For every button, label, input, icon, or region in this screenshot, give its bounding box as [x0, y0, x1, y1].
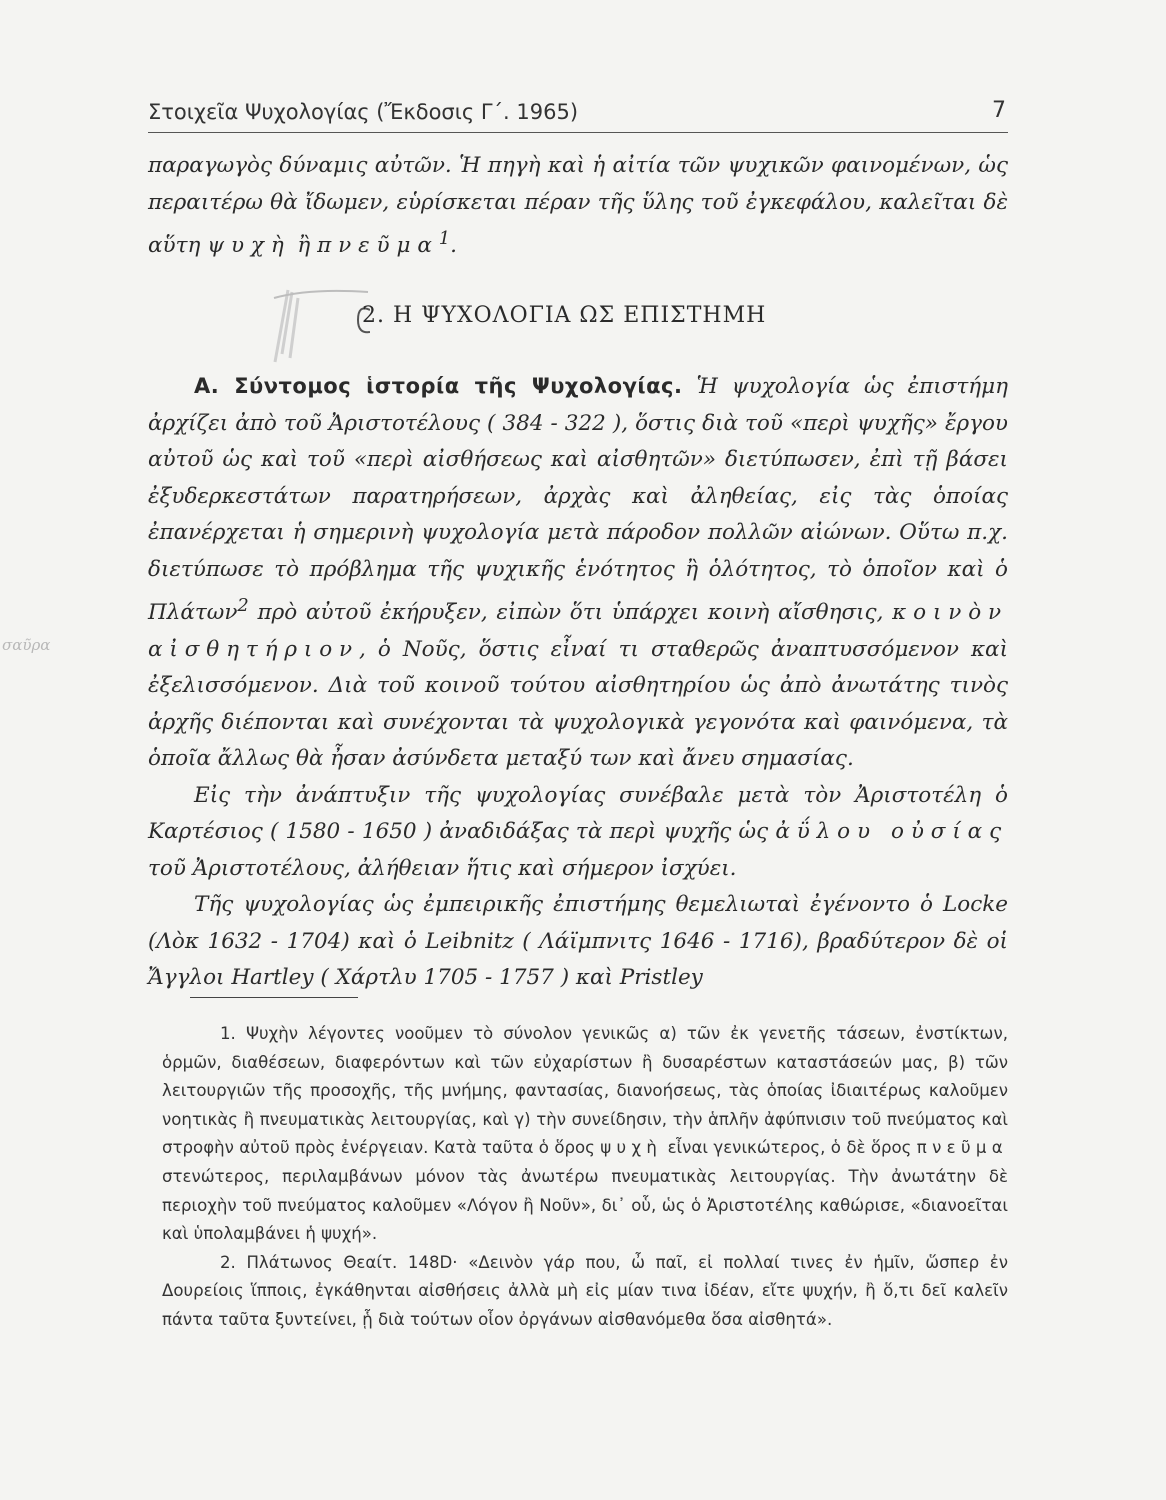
footnote-1	[162, 1020, 1008, 1249]
page-number: 7	[992, 98, 1006, 123]
paragraph-2b: τοῦ Ἀριστοτέλους, ἀλήθειαν ἥτις καὶ σήμερον ἰσχύει.	[148, 855, 737, 881]
subsection-label: Α. Σύντομος ἱστορία τῆς Ψυχολογίας.	[194, 374, 683, 398]
intro-paragraph	[148, 148, 1008, 265]
footnote-1c: στενώτερος, περιλαμβάνων μόνον τὰς ἀνωτέρω πνευματικὰς λειτουργίας. Τὴν ἀνωτάτην δὲ περιοχὴν τοῦ πνεύματος καλοῦμεν «Λόγον ἢ Νοῦν», δι᾿ οὗ, ὡς ὁ Ἀριστοτέλης καθώρισε, «διανοεῖται καὶ ὑπολαμβάνει ἡ ψυχή».	[162, 1166, 1008, 1244]
term-pneuma: πνεῦμα	[317, 233, 439, 259]
paragraph-2a: Εἰς τὴν ἀνάπτυξιν τῆς ψυχολογίας συνέβαλε μετὰ τὸν Ἀριστοτέλη ὁ Καρτέσιος ( 1580 - 1650 ) ἀναδιδάξας τὰ περὶ ψυχῆς ὡς	[148, 782, 1008, 845]
footnote-1b: εἶναι γενικώτερος, ὁ δὲ ὅρος	[662, 1138, 912, 1158]
section-heading: 2. Η ΨΥΧΟΛΟΓΙΑ ΩΣ ΕΠΙΣΤΗΜΗ	[362, 303, 767, 328]
pencil-mark-icon	[270, 284, 370, 364]
footnote-ref-2: 2	[237, 595, 249, 616]
term-psyche: ψυχὴ	[207, 233, 291, 259]
fn-term-psyche: ψυχὴ	[600, 1138, 663, 1158]
term-koinon-aistheterion: κοινὸν αἰσθητήριον	[148, 600, 1008, 662]
running-header	[148, 96, 1008, 133]
footnote-ref-1: 1	[438, 228, 451, 249]
intro-end: .	[450, 233, 457, 259]
word-or: ἢ	[297, 233, 311, 259]
footnotes	[162, 1020, 1008, 1335]
footnote-divider	[190, 997, 358, 998]
history-section	[148, 368, 1008, 997]
fn-term-pneuma: πνεῦμα	[916, 1138, 1008, 1158]
margin-note: σαῦρα	[2, 636, 51, 654]
paragraph-1c: , ὁ Νοῦς, ὅστις εἶναί τι σταθερῶς ἀναπτυσσόμενον καὶ ἐξελισσόμενον. Διὰ τοῦ κοινοῦ τούτου αἰσθητηρίου ὡς ἀπὸ ἀνωτάτης τινὸς ἀρχῆς διέπονται καὶ συνέχονται τὰ ψυχολογικὰ γεγονότα καὶ φαινόμενα, τὰ ὁποῖα ἄλλως θὰ ἦσαν ἀσύνδετα μεταξύ των καὶ ἄνευ σημασίας.	[148, 636, 1008, 772]
intro-text: παραγωγὸς δύναμις αὐτῶν. Ἡ πηγὴ καὶ ἡ αἰτία τῶν ψυχικῶν φαινομένων, ὡς περαιτέρω θὰ ἴδωμεν, εὑρίσκεται πέραν τῆς ὕλης τοῦ ἐγκεφάλου, καλεῖται δὲ αὕτη	[148, 153, 1008, 259]
paragraph-1b: πρὸ αὐτοῦ ἐκήρυξεν, εἰπὼν ὅτι ὑπάρχει κοινὴ αἴσθησις,	[248, 600, 884, 626]
footnote-1a: 1. Ψυχὴν λέγοντες νοοῦμεν τὸ σύνολον γενικῶς α) τῶν ἐκ γενετῆς τάσεων, ἐνστίκτων, ὁρμῶν, διαθέσεων, διαφερόντων καὶ τῶν εὐχαρίστων ἢ δυσαρέστων καταστάσεών μας, β) τῶν λειτουργιῶν τῆς προσοχῆς, τῆς μνήμης, φαντασίας, διανοήσεως, τὰς ὁποίας ἰδιαιτέρως καλοῦμεν νοητικὰς ἢ πνευματικὰς λειτουργίας, καὶ γ) τὴν συνείδησιν, τὴν ἁπλῆν ἀφύπνισιν τοῦ πνεύματος καὶ στροφὴν αὐτοῦ πρὸς ἐνέργειαν. Κατὰ ταῦτα ὁ ὅρος	[162, 1024, 1008, 1158]
paragraph-3: Τῆς ψυχολογίας ὡς ἐμπειρικῆς ἐπιστήμης θεμελιωταὶ ἐγένοντο ὁ Locke (Λὸκ 1632 - 1704) καὶ ὁ Leibnitz ( Λάϊμπνιτς 1646 - 1716), βραδύτερον δὲ οἱ Ἄγγλοι Hartley ( Χάρτλυ 1705 - 1757 ) καὶ Pristley	[148, 892, 1008, 991]
footnote-2: 2. Πλάτωνος Θεαίτ. 148D· «Δεινὸν γάρ που, ὦ παῖ, εἰ πολλαί τινες ἐν ἡμῖν, ὥσπερ ἐν Δουρείοις ἵπποις, ἐγκάθηνται αἰσθήσεις ἀλλὰ μὴ εἰς μίαν τινα ἰδέαν, εἴτε ψυχήν, ἢ ὅ,τι δεῖ καλεῖν πάντα ταῦτα ξυντείνει, ᾗ διὰ τούτων οἷον ὀργάνων αἰσθανόμεθα ὅσα αἰσθητά».	[162, 1252, 1008, 1329]
header-title: Στοιχεῖα Ψυχολογίας (Ἔκδοσις Γ΄. 1965)	[148, 100, 579, 124]
paragraph-1a: Ἡ ψυχολογία ὡς ἐπιστήμη ἀρχίζει ἀπὸ τοῦ Ἀριστοτέλους ( 384 - 322 ), ὅστις διὰ τοῦ «περὶ ψυχῆς» ἔργου αὐτοῦ ὡς καὶ τοῦ «περὶ αἰσθήσεως καὶ αἰσθητῶν» διετύπωσεν, ἐπὶ τῇ βάσει ἐξυδερκεστάτων παρατηρήσεων, ἀρχὰς καὶ ἀληθείας, εἰς τὰς ὁποίας ἐπανέρχεται ἡ σημερινὴ ψυχολογία μετὰ πάροδον πολλῶν αἰώνων. Οὕτω π.χ. διετύπωσε τὸ πρόβλημα τῆς ψυχικῆς ἑνότητος ἢ ὁλότητος, τὸ ὁποῖον καὶ ὁ Πλάτων	[148, 374, 1008, 626]
term-aulou-ousias: ἀΰλου οὐσίας	[775, 819, 1008, 845]
